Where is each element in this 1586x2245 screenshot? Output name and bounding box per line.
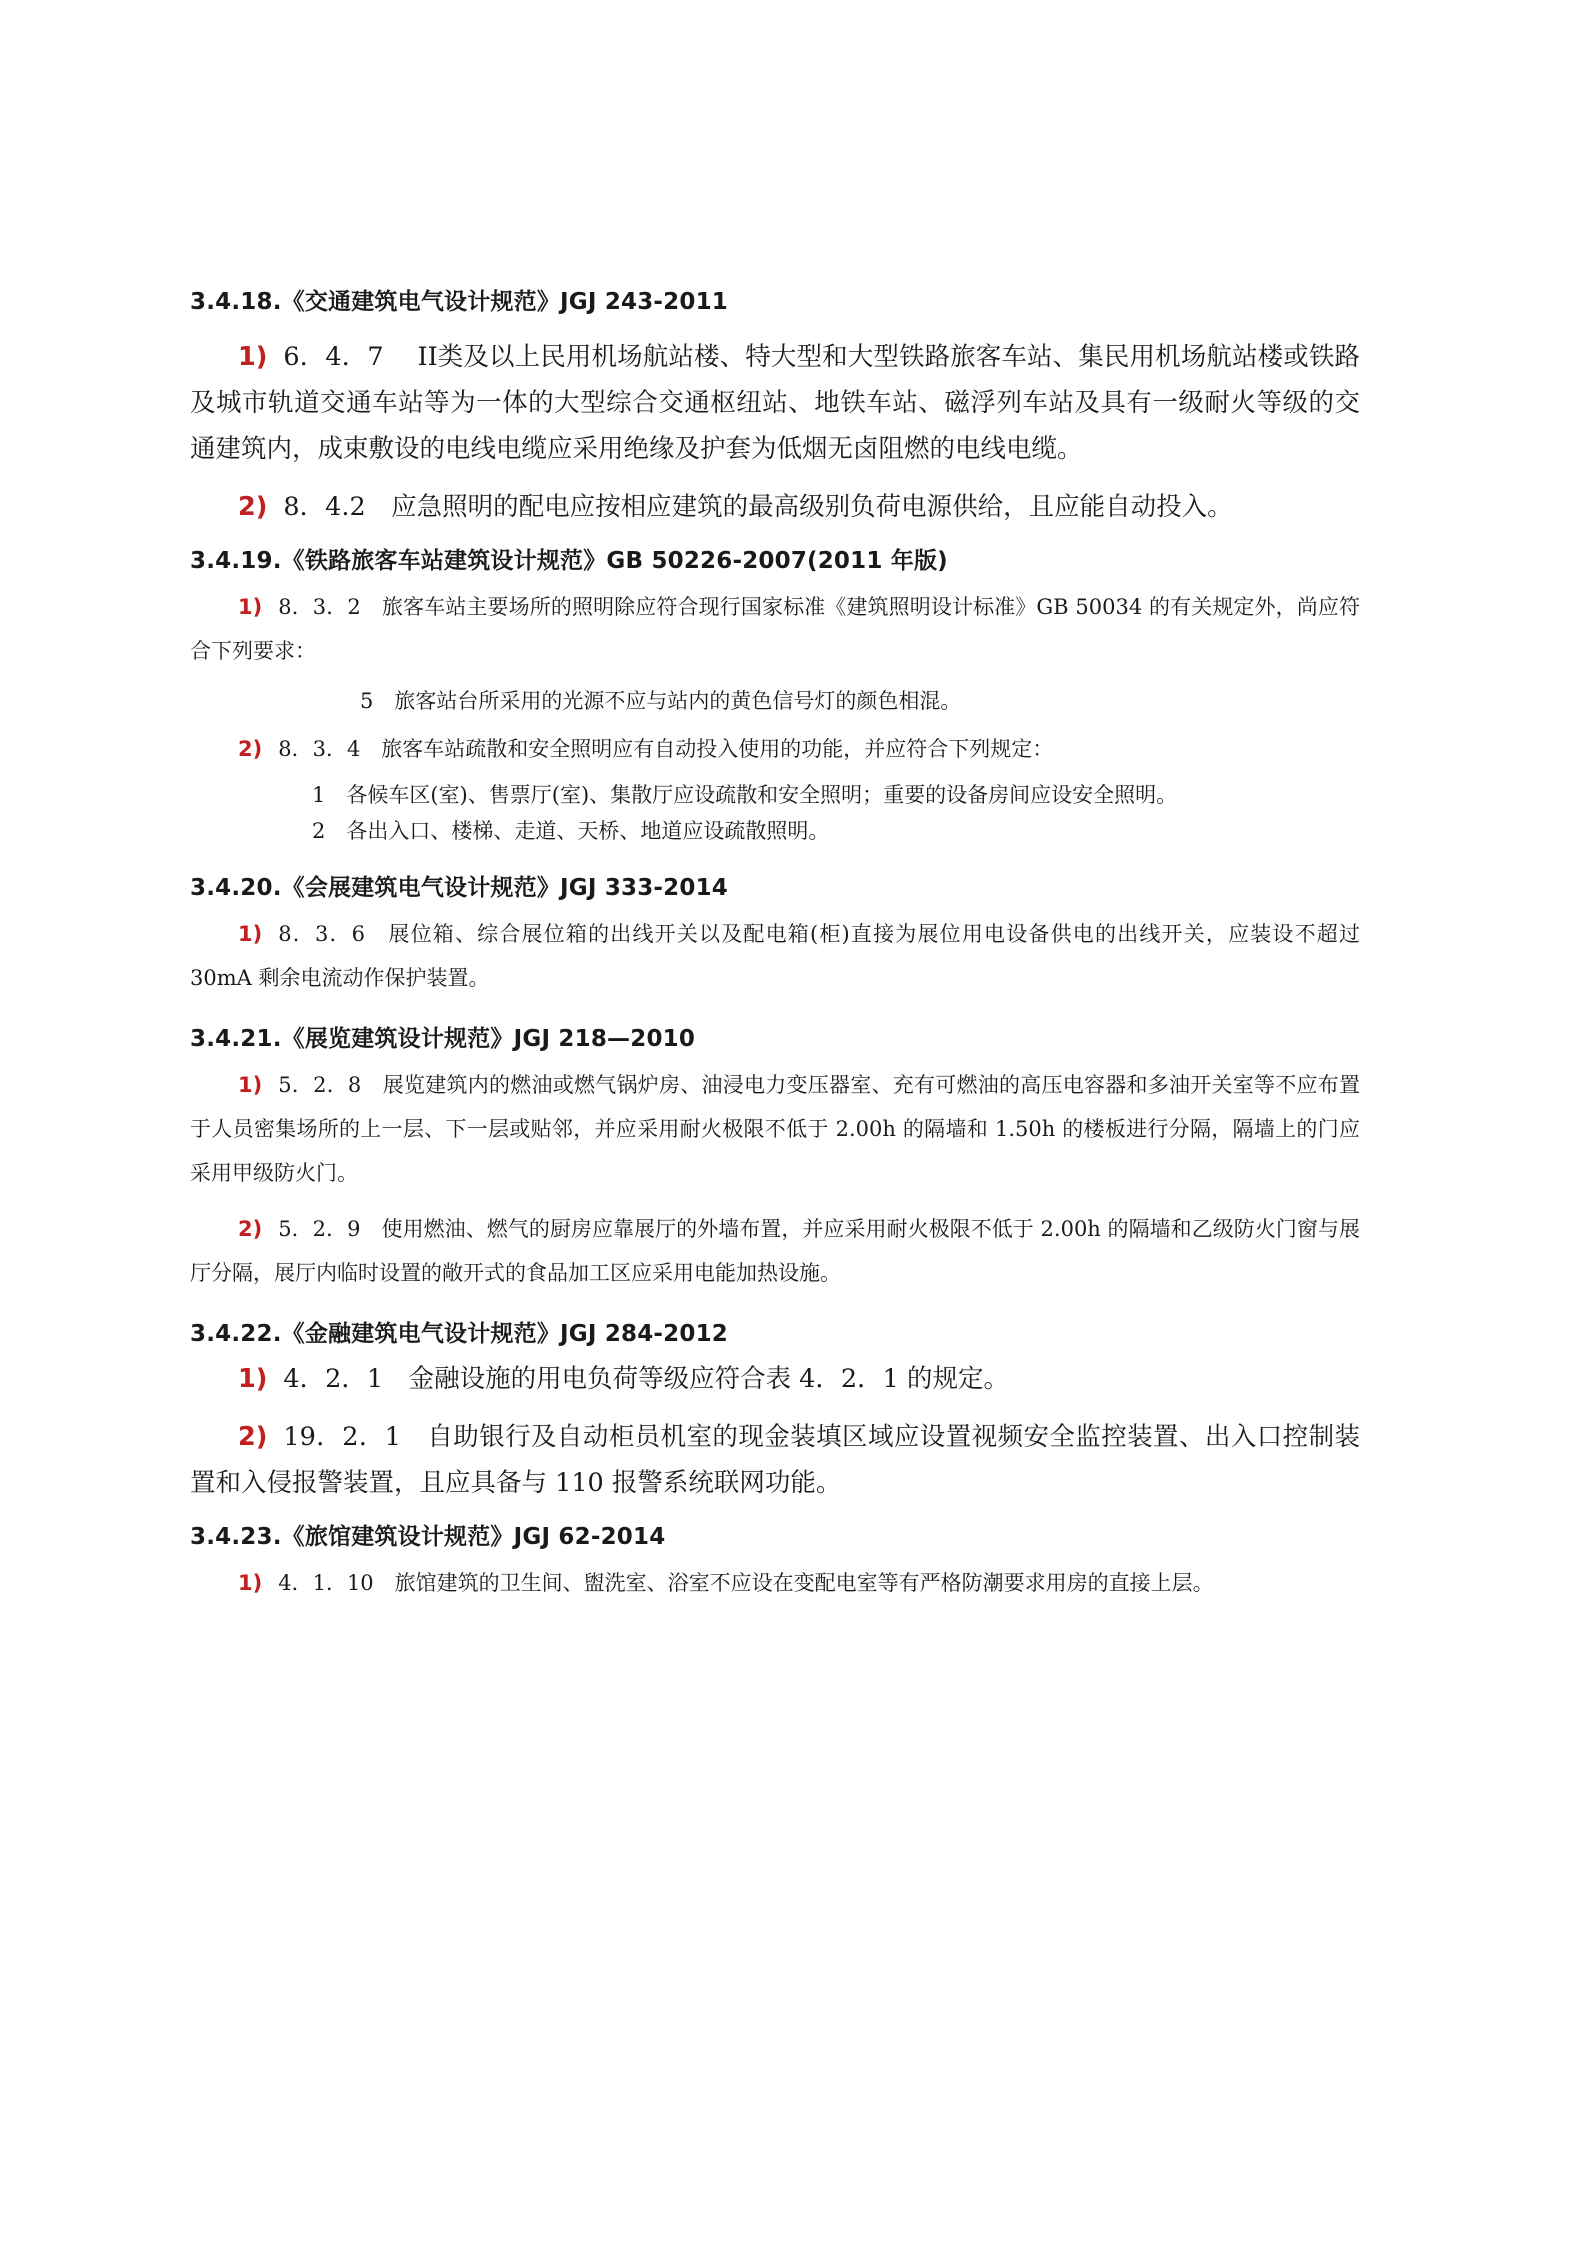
clause-item <box>190 1063 1360 1195</box>
clause-text: 6．4．7 II类及以上民用机场航站楼、特大型和大型铁路旅客车站、集民用机场航站楼或铁路及城市轨道交通车站等为一体的大型综合交通枢纽站、地铁车站、磁浮列车站及具有一级耐火等级的交通建筑内，成束敷设的电线电缆应采用绝缘及护套为低烟无卤阻燃的电线电缆。 <box>190 342 1360 464</box>
clause-number: 1) <box>238 1073 263 1097</box>
clause-text: 8．3．6 展位箱、综合展位箱的出线开关以及配电箱(柜)直接为展位用电设备供电的出线开关，应装设不超过 30mA 剩余电流动作保护装置。 <box>190 922 1360 990</box>
clause-item <box>190 912 1360 1000</box>
document-content <box>190 283 1360 1605</box>
section-heading: 3.4.21.《展览建筑设计规范》JGJ 218—2010 <box>190 1026 696 1052</box>
section-heading: 3.4.23.《旅馆建筑设计规范》JGJ 62-2014 <box>190 1524 666 1550</box>
clause-number: 1) <box>238 1364 268 1394</box>
clause-number: 1) <box>238 922 263 946</box>
clause-number: 1) <box>238 1571 263 1595</box>
section-heading: 3.4.18.《交通建筑电气设计规范》JGJ 243-2011 <box>190 289 728 315</box>
clause-number: 2) <box>238 1217 263 1241</box>
clause-item <box>190 1207 1360 1295</box>
clause-item <box>190 1414 1360 1506</box>
sub-clause: 1 各候车区(室)、售票厅(室)、集散厅应设疏散和安全照明；重要的设备房间应设安全照明。 <box>312 783 1178 807</box>
clause-text: 19．2．1 自助银行及自动柜员机室的现金装填区域应设置视频安全监控装置、出入口控制装置和入侵报警装置，且应具备与 110 报警系统联网功能。 <box>190 1422 1360 1498</box>
clause-number: 2) <box>238 737 263 761</box>
clause-text: 5．2．8 展览建筑内的燃油或燃气锅炉房、油浸电力变压器室、充有可燃油的高压电容器和多油开关室等不应布置于人员密集场所的上一层、下一层或贴邻，并应采用耐火极限不低于 2.00h 的隔墙和 1.50h 的楼板进行分隔，隔墙上的门应采用甲级防火门。 <box>190 1073 1360 1185</box>
clause-text: 4．1．10 旅馆建筑的卫生间、盥洗室、浴室不应设在变配电室等有严格防潮要求用房的直接上层。 <box>278 1571 1214 1595</box>
section-heading: 3.4.19.《铁路旅客车站建筑设计规范》GB 50226-2007(2011 年版) <box>190 548 948 574</box>
clause-number: 2) <box>238 492 268 522</box>
clause-number: 1) <box>238 595 263 619</box>
clause-item <box>190 334 1360 472</box>
sub-clause: 5 旅客站台所采用的光源不应与站内的黄色信号灯的颜色相混。 <box>360 689 962 713</box>
clause-item <box>190 1561 1360 1605</box>
clause-text: 5．2．9 使用燃油、燃气的厨房应靠展厅的外墙布置，并应采用耐火极限不低于 2.00h 的隔墙和乙级防火门窗与展厅分隔，展厅内临时设置的敞开式的食品加工区应采用电能加热设施。 <box>190 1217 1360 1285</box>
section-heading: 3.4.20.《会展建筑电气设计规范》JGJ 333-2014 <box>190 875 728 901</box>
clause-item <box>190 585 1360 673</box>
clause-text: 8．3．4 旅客车站疏散和安全照明应有自动投入使用的功能，并应符合下列规定： <box>278 737 1054 761</box>
clause-text: 8．4.2 应急照明的配电应按相应建筑的最高级别负荷电源供给，且应能自动投入。 <box>283 492 1233 522</box>
clause-item <box>190 1356 1360 1402</box>
sub-clause: 2 各出入口、楼梯、走道、天桥、地道应设疏散照明。 <box>312 819 830 843</box>
clause-text: 8．3．2 旅客车站主要场所的照明除应符合现行国家标准《建筑照明设计标准》GB 50034 的有关规定外，尚应符合下列要求： <box>190 595 1360 663</box>
section-heading: 3.4.22.《金融建筑电气设计规范》JGJ 284-2012 <box>190 1321 728 1347</box>
clause-number: 2) <box>238 1422 268 1452</box>
clause-item <box>190 484 1360 530</box>
clause-item <box>190 727 1360 771</box>
clause-number: 1) <box>238 342 268 372</box>
clause-text: 4．2．1 金融设施的用电负荷等级应符合表 4．2．1 的规定。 <box>283 1364 1009 1394</box>
